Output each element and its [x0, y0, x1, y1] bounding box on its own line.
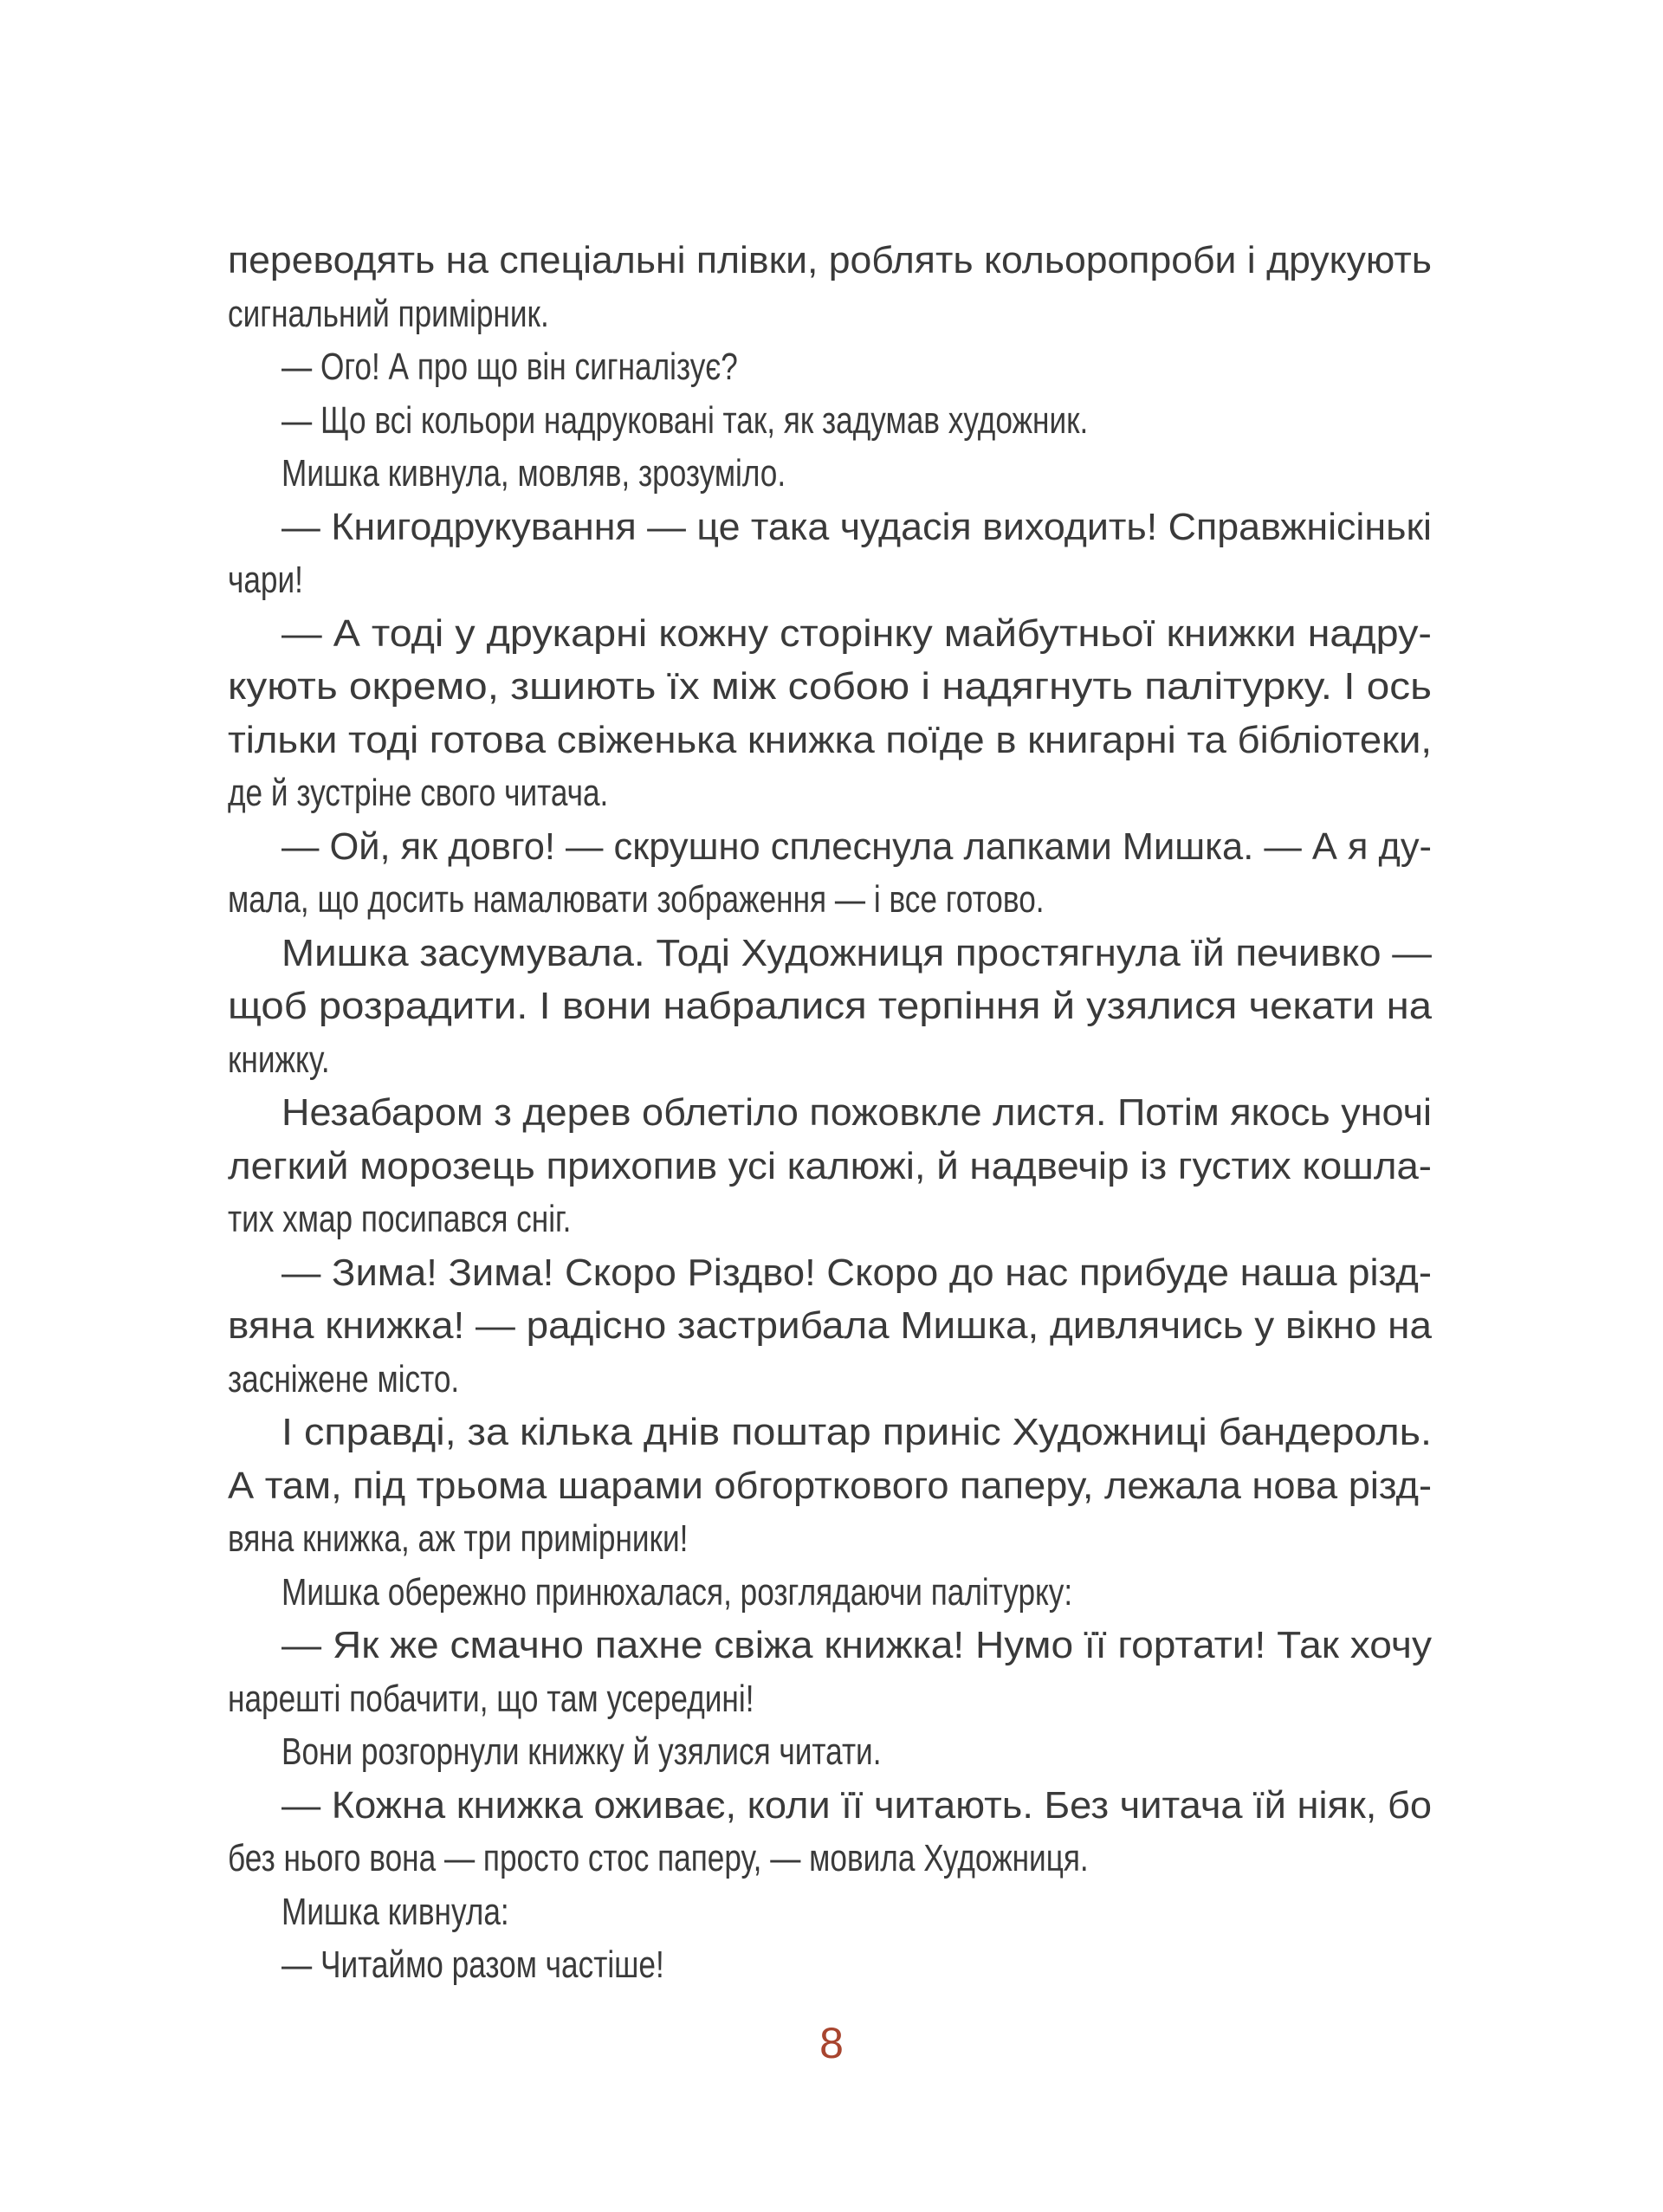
text-line — [228, 1725, 1432, 1779]
text-line-content: І справді, за кілька днів поштар приніс Художниці бандероль. — [281, 1411, 1432, 1453]
text-line-content: легкий морозець прихопив усі калюжі, й надвечір із густих кошла- — [228, 1144, 1432, 1187]
text-line — [228, 234, 1432, 288]
text-line — [228, 873, 1432, 927]
text-line-content: вяна книжка, аж три примірники! — [228, 1517, 689, 1560]
text-line — [228, 714, 1432, 767]
text-line — [228, 1938, 1432, 1992]
text-line-content: — Що всі кольори надруковані так, як задумав художник. — [281, 398, 1089, 442]
text-line — [228, 553, 1432, 607]
text-line — [228, 1832, 1432, 1885]
text-line — [228, 288, 1432, 341]
text-line — [228, 660, 1432, 714]
text-line — [228, 1672, 1432, 1726]
text-line-content: — Ой, як довго! — скрушно сплеснула лапками Мишка. — А я ду- — [281, 825, 1432, 868]
text-line — [228, 980, 1432, 1033]
text-line — [228, 766, 1432, 820]
text-line — [228, 340, 1432, 394]
text-line-content: без нього вона — просто стос паперу, — мовила Художниця. — [228, 1837, 1089, 1879]
text-line-content: де й зустріне свого читача. — [228, 772, 609, 814]
text-line-content: засніжене місто. — [228, 1357, 460, 1400]
text-line-content: Незабаром з дерев облетіло пожовкле листя. Потім якось уночі — [281, 1091, 1432, 1134]
text-line-content: вяна книжка! — радісно застрибала Мишка, дивлячись у вікно на — [228, 1304, 1432, 1347]
text-line-content: тих хмар посипався сніг. — [228, 1198, 572, 1240]
text-line — [228, 1566, 1432, 1620]
text-line — [228, 607, 1432, 661]
text-line — [228, 1299, 1432, 1353]
text-line — [228, 1353, 1432, 1407]
text-line — [228, 927, 1432, 980]
text-line-content: — Ого! А про що він сигналізує? — [281, 346, 738, 388]
text-line — [228, 1406, 1432, 1459]
text-line — [228, 501, 1432, 554]
text-line-content: — Як же смачно пахне свіжа книжка! Нумо її гортати! Так хочу — [281, 1624, 1432, 1666]
text-line — [228, 1619, 1432, 1672]
text-line-content: книжку. — [228, 1038, 330, 1081]
text-line-content: — А тоді у друкарні кожну сторінку майбутньої книжки надру- — [281, 611, 1432, 655]
text-line — [228, 1459, 1432, 1513]
text-line-content: Мишка кивнула, мовляв, зрозуміло. — [281, 452, 786, 495]
text-line-content: нарешті побачити, що там усередині! — [228, 1677, 754, 1720]
body-text — [228, 234, 1432, 1992]
text-line — [228, 1086, 1432, 1140]
text-line — [228, 394, 1432, 448]
text-line — [228, 1140, 1432, 1193]
text-line — [228, 1033, 1432, 1087]
text-line-content: Мишка засумувала. Тоді Художниця простягнула їй печивко — — [281, 931, 1432, 974]
text-line — [228, 1885, 1432, 1939]
text-line — [228, 1512, 1432, 1566]
text-line-content: сигнальний примірник. — [228, 292, 549, 335]
text-line-content: щоб розрадити. І вони набралися терпіння й узялися чекати на — [228, 985, 1432, 1027]
text-line-content: кують окремо, зшиють їх між собою і надягнуть палітурку. І ось — [228, 665, 1432, 708]
text-line-content: тільки тоді готова свіженька книжка поїде в книгарні та бібліотеки, — [228, 718, 1432, 761]
text-line — [228, 1246, 1432, 1300]
text-line-content: мала, що досить намалювати зображення — і все готово. — [228, 878, 1045, 921]
text-line-content: Мишка кивнула: — [281, 1890, 509, 1933]
text-line-content: — Книгодрукування — це така чудасія виходить! Справжнісінькі — [281, 505, 1432, 548]
text-line — [228, 1779, 1432, 1833]
page-number: 8 — [819, 2019, 844, 2067]
text-line-content: Вони розгорнули книжку й узялися читати. — [281, 1730, 882, 1773]
text-line-content: Мишка обережно принюхалася, розглядаючи палітурку: — [281, 1570, 1073, 1614]
text-line-content: переводять на спеціальні плівки, роблять кольоропроби і друкують — [228, 239, 1433, 281]
text-line-content: — Кожна книжка оживає, коли її читають. Без читача їй ніяк, бо — [281, 1783, 1432, 1827]
text-line-content: чари! — [228, 559, 303, 601]
text-line — [228, 1193, 1432, 1246]
text-line — [228, 820, 1432, 874]
text-line — [228, 447, 1432, 501]
text-line-content: — Зима! Зима! Скоро Різдво! Скоро до нас прибуде наша різд- — [281, 1251, 1432, 1294]
text-line-content: — Читаймо разом частіше! — [281, 1944, 664, 1986]
text-line-content: А там, під трьома шарами обгорткового паперу, лежала нова різд- — [228, 1464, 1432, 1507]
